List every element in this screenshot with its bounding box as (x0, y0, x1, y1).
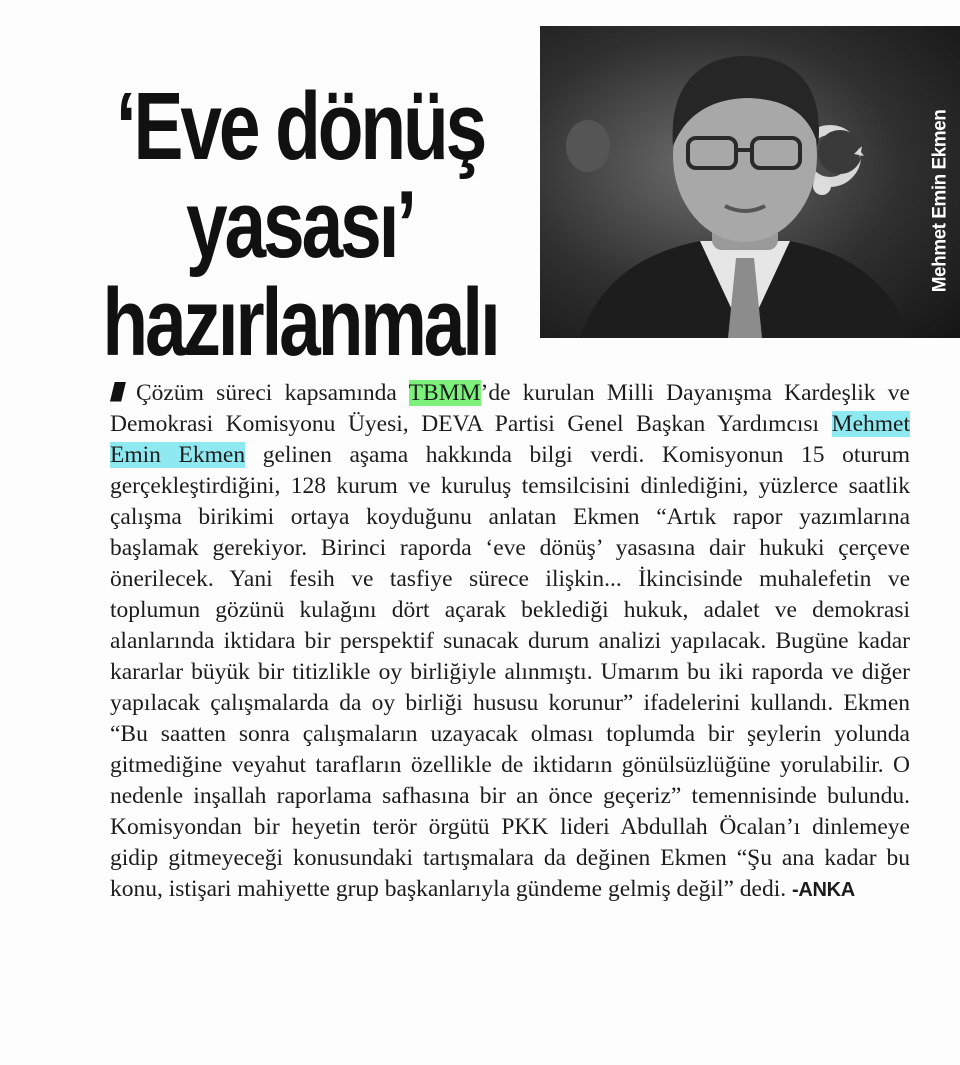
photo-caption-wrap (926, 66, 954, 336)
photo-caption: Mehmet Emin Ekmen (929, 109, 951, 293)
portrait-photo (540, 26, 960, 338)
highlight-person-name: Mehmet Emin Ekmen (110, 410, 910, 468)
headline-line-2: yasası’ (185, 171, 414, 279)
article-part-3: gelinen aşama hakkında bilgi verdi. Komisyonun 15 oturum gerçekleştirdiğini, 128 kurum ve kuruluş temsilcisini dinlediğini, yüzlerce saatlik çalışma birikimi ortaya koyduğunu anlatan Ekmen “Artık rapor yazımlarına başlamak gerekiyor. Birinci raporda ‘eve dönüş’ yasasına dair hukuki çerçeve önerilecek. Yani fesih ve tasfiye sürece ilişkin... İkincisinde muhalefetin ve toplumun gözünü kulağını dört açarak beklediği hukuk, adalet ve demokrasi alanlarında iktidara bir perspektif sunacak durum analizi yapılacak. Bugüne kadar kararlar büyük bir titizlikle oy birliğiyle alınmıştı. Umarım bu iki raporda ve diğer yapılacak çalışmalarda da oy birliği hususu korunur” ifadelerini kullandı. Ekmen “Bu saatten sonra çalışmaların uzayacak olması toplumda bir şeylerin yolunda gitmediğine veyahut tarafların özellikle de iktidarın gönülsüzlüğüne yorulabilir. O nedenle inşallah raporlama safhasına bir an önce geçeriz” temennisinde bulundu. Komisyondan bir heyetin terör örgütü PKK lideri Abdullah Öcalan’ı dinlemeye gidip gitmeyeceği konusundaki tartışmalara da değinen Ekmen “Şu ana kadar bu konu, istişari mahiyette grup başkanlarıyla gündeme gelmiş değil” dedi. (110, 441, 910, 902)
headline-line-3: hazırlanmalı (102, 269, 498, 377)
news-agency-source: -ANKA (791, 878, 855, 901)
headline-line-1: ‘Eve dönüş (115, 73, 485, 181)
headline (97, 73, 503, 377)
article-intro: Çözüm süreci kapsamında (136, 379, 409, 406)
article-part-2: ’de kurulan Milli Dayanışma Kardeşlik ve Demokrasi Komisyonu Üyesi, DEVA Partisi Genel Başkan Yardımcısı (110, 379, 910, 437)
article-body (110, 378, 910, 906)
highlight-tbmm: TBMM (408, 379, 481, 406)
microphone-icon (813, 177, 831, 195)
portrait-illustration (540, 26, 960, 338)
bullet-marker-icon (110, 382, 126, 402)
